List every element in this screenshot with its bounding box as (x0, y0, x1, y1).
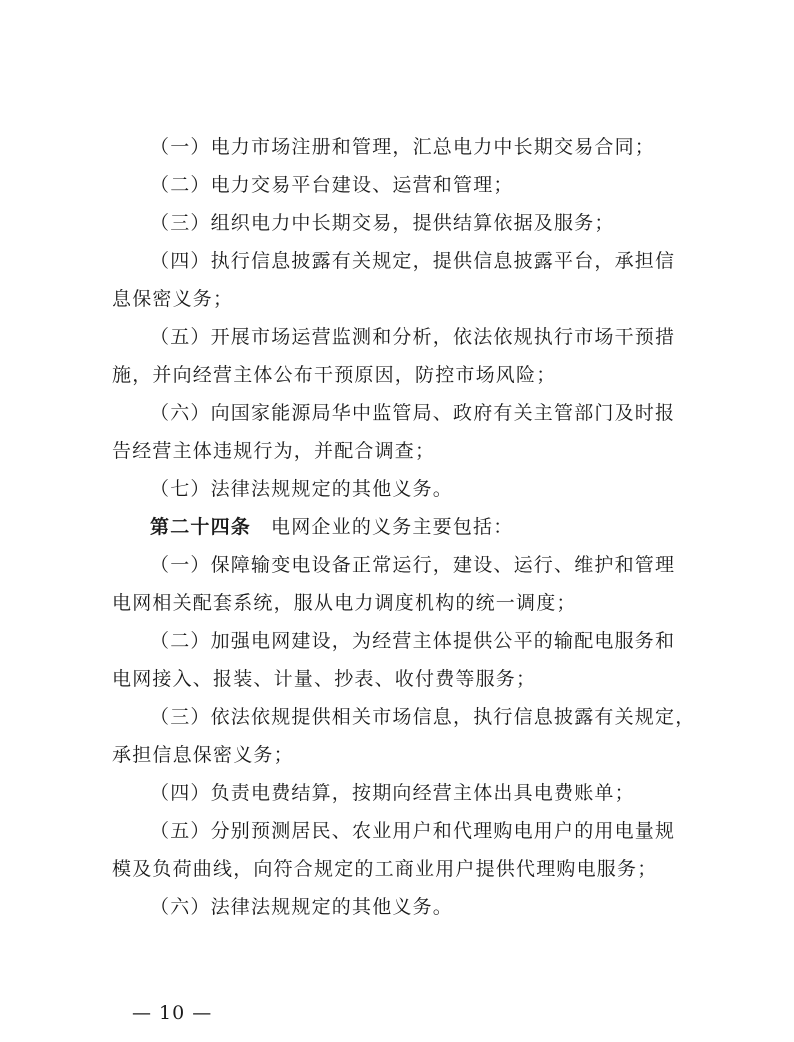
paragraph-line: （二）加强电网建设，为经营主体提供公平的输配电服务和 (150, 630, 676, 652)
article-heading: 第二十四条 (150, 516, 252, 538)
paragraph-line: （七）法律法规规定的其他义务。 (150, 478, 454, 500)
paragraph-line: （五）开展市场运营监测和分析，依法依规执行市场干预措 (150, 326, 676, 348)
paragraph-line: （四）负责电费结算，按期向经营主体出具电费账单； (150, 782, 635, 804)
paragraph-line: 施，并向经营主体公布干预原因，防控市场风险； (112, 364, 557, 386)
paragraph-line: （二）电力交易平台建设、运营和管理； (150, 174, 514, 196)
page-number: — 10 — (132, 1002, 213, 1024)
paragraph-line: 告经营主体违规行为，并配合调查； (112, 440, 436, 462)
paragraph-line: 电网相关配套系统，服从电力调度机构的统一调度； (112, 592, 577, 614)
paragraph-line: 电网接入、报装、计量、抄表、收付费等服务； (112, 668, 537, 690)
article-text: 电网企业的义务主要包括： (271, 516, 514, 538)
paragraph-line: （六）向国家能源局华中监管局、政府有关主管部门及时报 (150, 402, 676, 424)
paragraph-line: （一）电力市场注册和管理，汇总电力中长期交易合同； (150, 136, 656, 158)
article-line (150, 514, 513, 540)
paragraph-line: （三）依法依规提供相关市场信息，执行信息披露有关规定， (150, 706, 696, 728)
paragraph-line: （四）执行信息披露有关规定，提供信息披露平台，承担信 (150, 250, 676, 272)
paragraph-line: 息保密义务； (112, 288, 234, 310)
paragraph-line: （六）法律法规规定的其他义务。 (150, 896, 454, 918)
paragraph-line: （三）组织电力中长期交易，提供结算依据及服务； (150, 212, 615, 234)
paragraph-line: （一）保障输变电设备正常运行，建设、运行、维护和管理 (150, 554, 676, 576)
paragraph-line: 承担信息保密义务； (112, 744, 294, 766)
paragraph-line: （五）分别预测居民、农业用户和代理购电用户的用电量规 (150, 820, 676, 842)
paragraph-line: 模及负荷曲线，向符合规定的工商业用户提供代理购电服务； (112, 858, 658, 880)
